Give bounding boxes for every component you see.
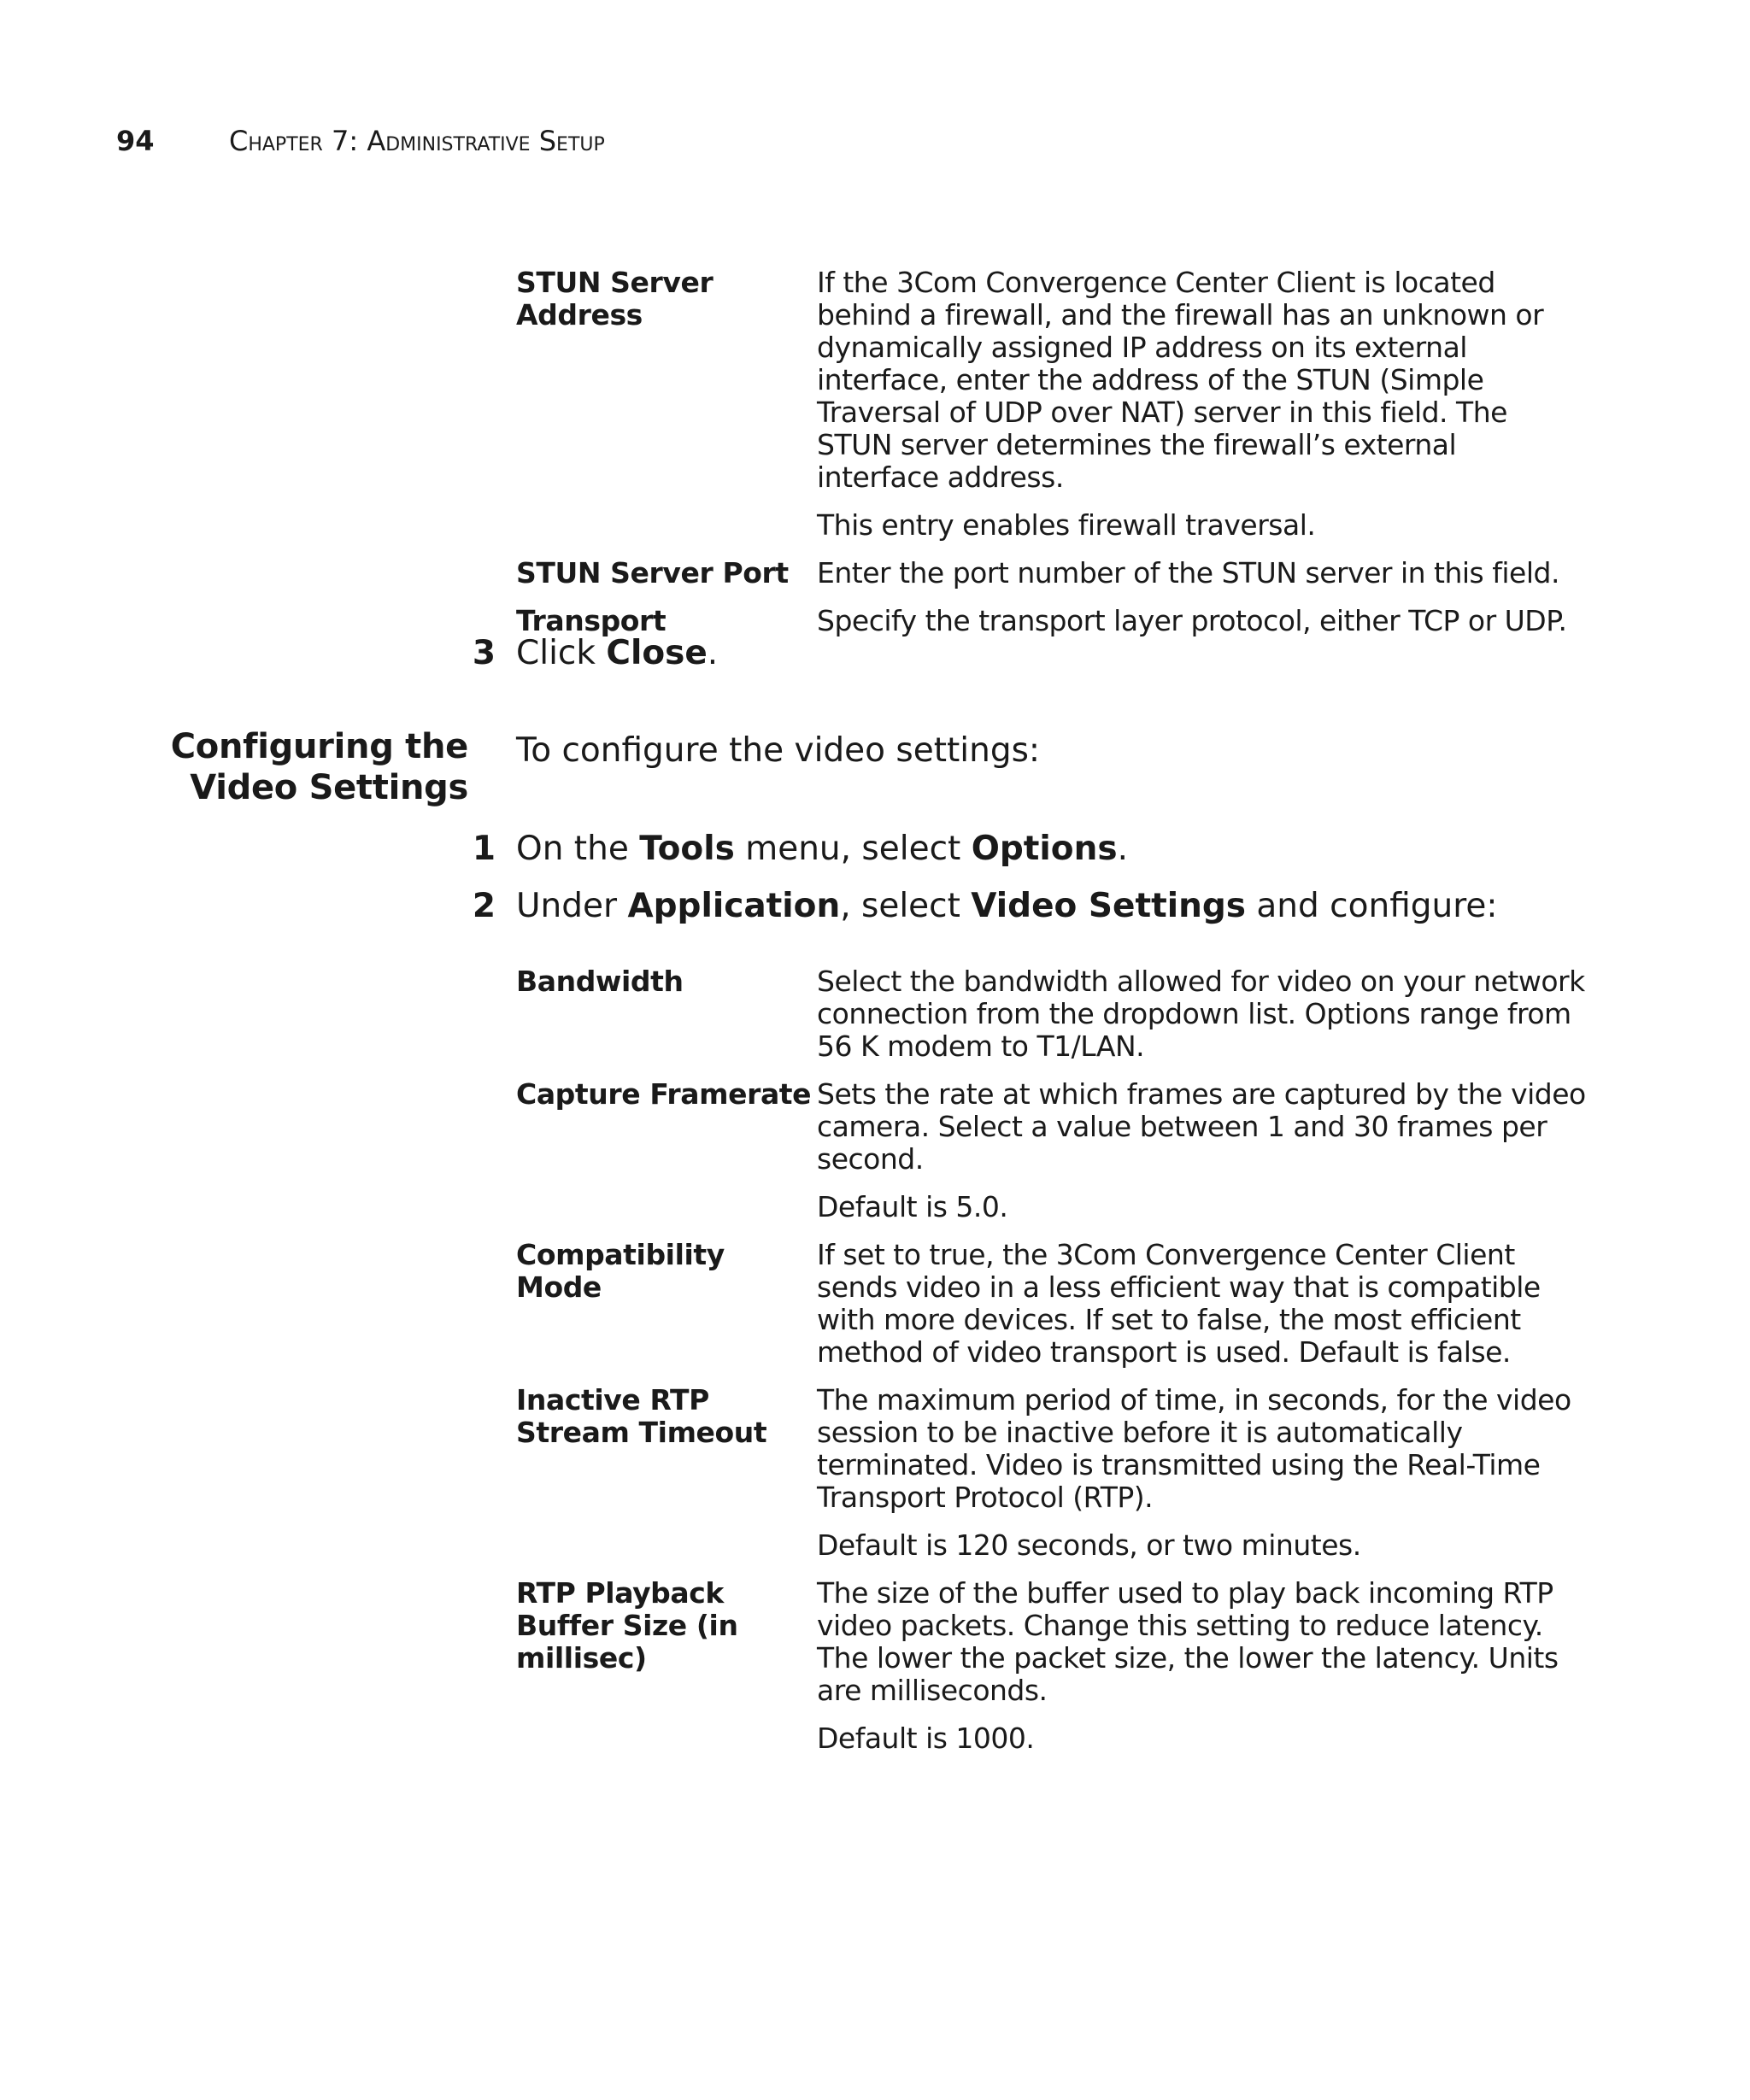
setting-name: Compatibility Mode [516, 1238, 725, 1304]
setting-description [817, 1239, 1586, 1384]
video-settings-table [516, 965, 1601, 1770]
description-paragraph: Select the bandwidth allowed for video on your network connection from the dropdown list. Options range from 56 K modem to T1/LAN. [817, 965, 1585, 1063]
setting-description [817, 1384, 1586, 1577]
step-text: On the Tools menu, select Options. [516, 830, 1128, 868]
step-number: 1 [472, 830, 496, 868]
description-paragraph: If set to true, the 3Com Convergence Center Client sends video in a less efficient way that is compatible with more devices. If set to false, the most efficient method of video transport is used. Default is false. [817, 1238, 1541, 1369]
table-row [516, 267, 1601, 557]
setting-name: Transport [516, 604, 667, 637]
table-row [516, 1384, 1601, 1577]
description-paragraph: Default is 1000. [817, 1722, 1035, 1755]
description-paragraph: The size of the buffer used to play back incoming RTP video packets. Change this setting to reduce latency. The lower the packet size, the lower the latency. Units are milliseconds. [817, 1576, 1559, 1707]
page-number: 94 [116, 125, 155, 157]
description-paragraph: Specify the transport layer protocol, either TCP or UDP. [817, 604, 1567, 637]
close-label: Close [606, 634, 708, 672]
description-paragraph: This entry enables firewall traversal. [817, 508, 1316, 542]
table-row [516, 965, 1601, 1078]
table-row [516, 1078, 1601, 1239]
description-paragraph: The maximum period of time, in seconds, for the video session to be inactive before it is automatically terminated. Video is transmitted using the Real-Time Transport Protocol (RTP). [817, 1383, 1571, 1514]
setting-name: Capture Framerate [516, 1077, 812, 1111]
table-row [516, 1577, 1601, 1770]
chapter-title: Chapter 7: Administrative Setup [229, 125, 605, 157]
stun-settings-table [516, 267, 1601, 653]
setting-description [817, 267, 1586, 557]
description-paragraph: Default is 5.0. [817, 1190, 1008, 1223]
section-intro: To configure the video settings: [516, 731, 1041, 770]
setting-description [817, 605, 1586, 653]
description-paragraph: If the 3Com Convergence Center Client is located behind a firewall, and the firewall has an unknown or dynamically assigned IP address on its external interface, enter the address of the STUN (Simple Traversal of UDP over NAT) server in this field. The STUN server determines the firewall’s external interface address. [817, 266, 1544, 494]
step-text: Click Close. [516, 634, 719, 672]
setting-name: Bandwidth [516, 965, 684, 998]
setting-name: STUN Server Address [516, 266, 714, 331]
table-row [516, 1239, 1601, 1384]
table-row [516, 557, 1601, 605]
setting-name: Inactive RTP Stream Timeout [516, 1383, 767, 1449]
setting-description [817, 557, 1586, 605]
description-paragraph: Enter the port number of the STUN server in this field. [817, 556, 1559, 590]
section-heading: Configuring the Video Settings [170, 727, 468, 807]
setting-name: RTP Playback Buffer Size (in millisec) [516, 1576, 738, 1675]
step-number: 3 [472, 634, 496, 672]
step-number: 2 [472, 887, 496, 925]
setting-description [817, 965, 1586, 1078]
step-text: Under Application, select Video Settings and configure: [516, 887, 1498, 925]
setting-description [817, 1078, 1586, 1239]
setting-name: STUN Server Port [516, 556, 789, 590]
setting-description [817, 1577, 1586, 1770]
description-paragraph: Default is 120 seconds, or two minutes. [817, 1528, 1361, 1562]
description-paragraph: Sets the rate at which frames are captured by the video camera. Select a value between 1 and 30 frames per second. [817, 1077, 1586, 1176]
